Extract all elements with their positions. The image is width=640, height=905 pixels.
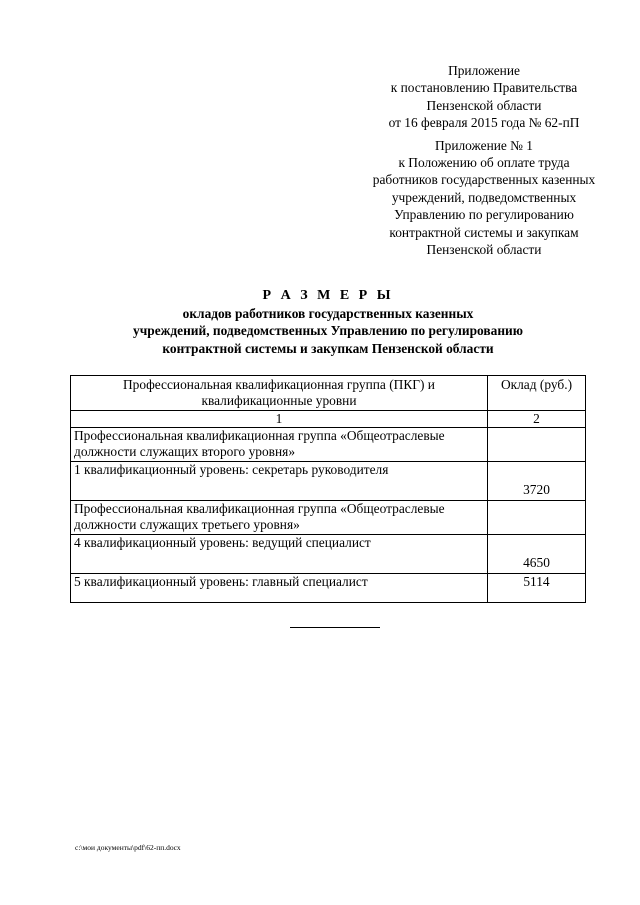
- column-number-row: [71, 411, 586, 428]
- column-number: 2: [488, 411, 586, 428]
- salary-cell: 4650: [488, 535, 586, 574]
- column-number: 1: [71, 411, 488, 428]
- appendix-line: контрактной системы и закупкам: [389, 224, 579, 240]
- appendix-line: Управлению по регулированию: [394, 207, 574, 223]
- title-line: учреждений, подведомственных Управлению по регулированию: [133, 323, 523, 339]
- table-row: [71, 574, 586, 603]
- title-heading: Р А З М Е Р Ы: [262, 288, 394, 303]
- table-row: [71, 501, 586, 535]
- table-row: [71, 462, 586, 501]
- title-line: окладов работников государственных казенных: [182, 306, 474, 321]
- salary-cell: 5114: [488, 574, 586, 603]
- appendix-line: Приложение № 1: [434, 137, 534, 153]
- appendix-line: учреждений, подведомственных: [391, 189, 577, 205]
- appendix-line: работников государственных казенных: [372, 172, 596, 188]
- appendix-line: Пензенской области: [426, 97, 542, 113]
- table-row: [71, 535, 586, 574]
- title-line: контрактной системы и закупкам Пензенской области: [162, 340, 494, 356]
- header-qualification: Профессиональная квалификационная группа (ПКГ) и квалификационные уровни: [71, 376, 488, 411]
- file-path-footer: c:\мои документы\pdf\62-пп.docx: [75, 843, 181, 852]
- appendix-line: к Положению об оплате труда: [398, 155, 570, 171]
- end-divider: [290, 627, 380, 628]
- level-label: 1 квалификационный уровень: секретарь руководителя: [71, 462, 488, 501]
- salary-cell: 3720: [488, 462, 586, 501]
- appendix-line: Пензенской области: [426, 242, 542, 258]
- document-title: [70, 287, 586, 357]
- appendix-line: Приложение: [448, 63, 520, 78]
- level-label: 5 квалификационный уровень: главный специалист: [71, 574, 488, 603]
- salary-cell: [488, 428, 586, 462]
- appendix-line: к постановлению Правительства: [390, 80, 578, 96]
- group-label: Профессиональная квалификационная группа «Общеотраслевые должности служащих второго уровня»: [71, 428, 488, 462]
- header-salary: Оклад (руб.): [488, 376, 586, 411]
- salary-table: [70, 375, 586, 603]
- table-row: [71, 428, 586, 462]
- level-label: 4 квалификационный уровень: ведущий специалист: [71, 535, 488, 574]
- appendix-line: от 16 февраля 2015 года № 62-пП: [388, 115, 580, 131]
- group-label: Профессиональная квалификационная группа «Общеотраслевые должности служащих третьего уровня»: [71, 501, 488, 535]
- table-header-row: [71, 376, 586, 411]
- appendix-block: [350, 62, 618, 258]
- salary-cell: [488, 501, 586, 535]
